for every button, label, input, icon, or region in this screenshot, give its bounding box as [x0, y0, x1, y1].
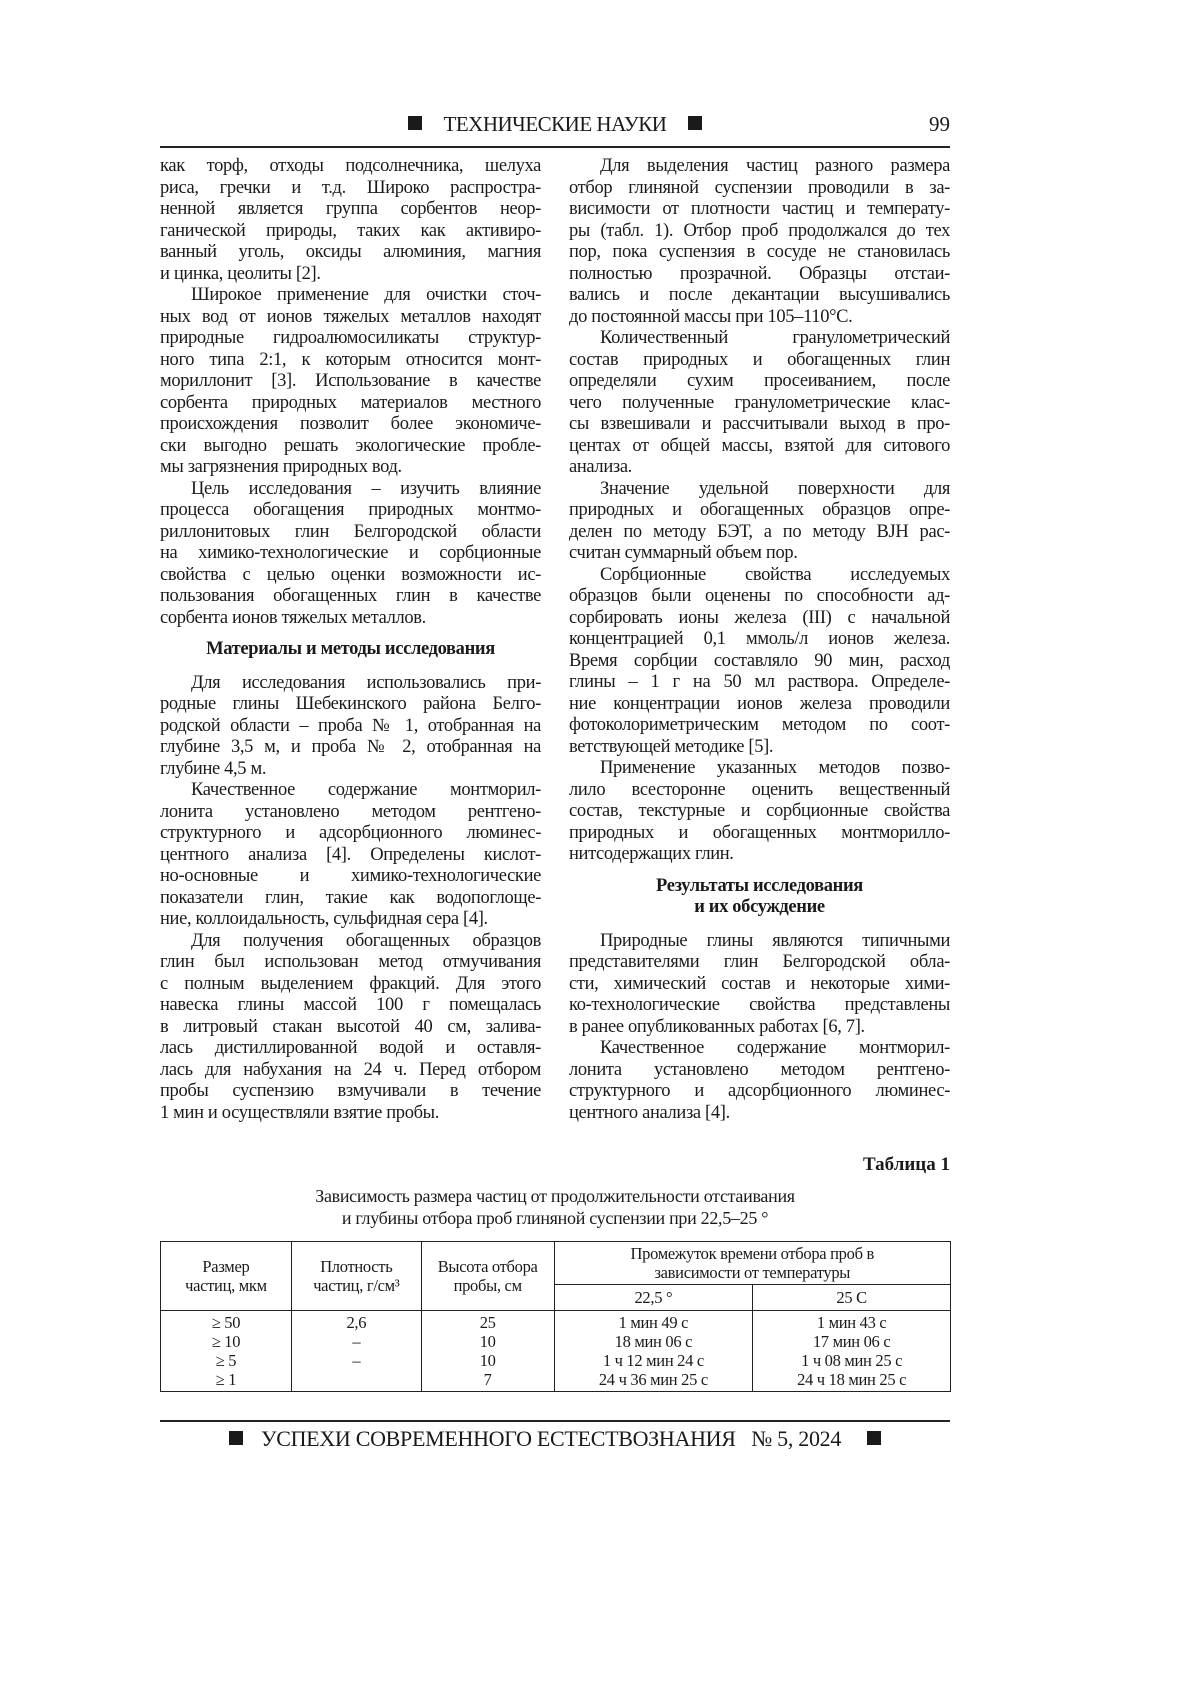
- temp1-cell: [554, 1311, 753, 1392]
- table-label: Таблица 1: [863, 1154, 950, 1176]
- text-line: глубине 4,5 м.: [160, 759, 541, 781]
- text-line: ванный уголь, оксиды алюминия, магния: [160, 242, 541, 264]
- value: ≥ 1: [161, 1370, 291, 1389]
- text-line: центах от общей массы, взятой для ситового: [569, 436, 950, 458]
- text-line: Качественное содержание монтморил-: [569, 1038, 950, 1060]
- header-temp-22-5: 22,5 °: [554, 1285, 753, 1311]
- paragraph: [569, 565, 950, 759]
- header-interval-group: Промежуток времени отбора проб в зависимости от температуры: [554, 1242, 950, 1285]
- header-rule: [160, 146, 950, 148]
- value: 1 ч 12 мин 24 с: [555, 1351, 753, 1370]
- text-line: Применение указанных методов позво-: [569, 758, 950, 780]
- text-line: пользования обогащенных глин в качестве: [160, 586, 541, 608]
- value: 2,6: [292, 1313, 421, 1332]
- text-line: анализа.: [569, 457, 950, 479]
- text-line: определяли сухим просеиванием, после: [569, 371, 950, 393]
- text-line: лонита установлено методом рентгено-: [160, 802, 541, 824]
- paragraph: [160, 780, 541, 931]
- text-line: сорбировать ионы железа (III) с начальной: [569, 608, 950, 630]
- text-line: представителями глин Белгородской обла-: [569, 952, 950, 974]
- text-line: Для выделения частиц разного размера: [569, 156, 950, 178]
- paragraph: [160, 673, 541, 781]
- running-footer: [160, 1426, 950, 1452]
- text-line: но-основные и химико-технологические: [160, 866, 541, 888]
- text-line: считан суммарный объем пор.: [569, 543, 950, 565]
- text-line: показатели глин, такие как водопоглоще-: [160, 888, 541, 910]
- value: 7: [422, 1370, 554, 1389]
- paragraph: [569, 479, 950, 565]
- value: –: [292, 1332, 421, 1351]
- caption-line: Зависимость размера частиц от продолжительности отстаивания: [160, 1185, 950, 1207]
- journal-name: УСПЕХИ СОВРЕМЕННОГО ЕСТЕСТВОЗНАНИЯ: [261, 1426, 736, 1451]
- text-line: сы взвешивали и рассчитывали выход в про-: [569, 414, 950, 436]
- text-line: с полным выделением фракций. Для этого: [160, 974, 541, 996]
- text-line: глубине 3,5 м, и проба № 2, отобранная на: [160, 737, 541, 759]
- page-number: 99: [929, 112, 950, 137]
- text-line: природных и обогащенных монтморилло-: [569, 823, 950, 845]
- left-column: [160, 156, 541, 1124]
- temp2-cell: [753, 1311, 951, 1392]
- density-cell: [291, 1311, 421, 1392]
- paragraph: [569, 931, 950, 1039]
- value: 1 ч 08 мин 25 с: [753, 1351, 950, 1370]
- paragraph: [569, 328, 950, 479]
- text-line: пробы суспензию взмучивали в течение: [160, 1081, 541, 1103]
- section-title: ТЕХНИЧЕСКИЕ НАУКИ: [444, 112, 667, 136]
- header-temp-25: 25 С: [753, 1285, 951, 1311]
- text-line: отбор глиняной суспензии проводили в за-: [569, 178, 950, 200]
- caption-line: и глубины отбора проб глиняной суспензии при 22,5–25 °: [160, 1207, 950, 1229]
- text-line: Широкое применение для очистки сточ-: [160, 285, 541, 307]
- value: 24 ч 18 мин 25 с: [753, 1370, 950, 1389]
- table-body-row: [161, 1311, 951, 1392]
- text-line: навеска глины массой 100 г помещалась: [160, 995, 541, 1017]
- square-bullet-icon: [867, 1431, 881, 1445]
- running-header: [160, 110, 950, 140]
- text-line: нитсодержащих глин.: [569, 844, 950, 866]
- paragraph: [569, 1038, 950, 1124]
- text-line: родные глины Шебекинского района Белго-: [160, 694, 541, 716]
- text-line: Для исследования использовались при-: [160, 673, 541, 695]
- text-line: и их обсуждение: [569, 897, 950, 919]
- text-line: структурного и адсорбционного люминес-: [569, 1081, 950, 1103]
- value: 10: [422, 1351, 554, 1370]
- text-line: вались и после декантации высушивались: [569, 285, 950, 307]
- text-line: Для получения обогащенных образцов: [160, 931, 541, 953]
- square-bullet-icon: [229, 1431, 243, 1445]
- square-bullet-icon: [688, 116, 702, 130]
- text-line: ветствующей методике [5].: [569, 737, 950, 759]
- text-line: лонита установлено методом рентгено-: [569, 1060, 950, 1082]
- text-line: родской области – проба № 1, отобранная на: [160, 716, 541, 738]
- text-line: ного типа 2:1, к которым относится монт-: [160, 350, 541, 372]
- table-caption: [160, 1185, 950, 1229]
- text-line: чего полученные гранулометрические клас-: [569, 393, 950, 415]
- text-line: на химико-технологические и сорбционные: [160, 543, 541, 565]
- text-line: ных вод от ионов тяжелых металлов находят: [160, 307, 541, 329]
- square-bullet-icon: [408, 116, 422, 130]
- text-line: ко-технологические свойства представлены: [569, 995, 950, 1017]
- text-line: центного анализа [4].: [569, 1103, 950, 1125]
- header-size: Размер частиц, мкм: [161, 1242, 292, 1311]
- header-height: Высота отбора пробы, см: [421, 1242, 554, 1311]
- text-line: мориллонит [3]. Использование в качестве: [160, 371, 541, 393]
- text-line: делен по методу БЭТ, а по методу BJH рас-: [569, 522, 950, 544]
- text-line: риса, гречки и т.д. Широко распростра-: [160, 178, 541, 200]
- text-line: ненной является группа сорбентов неор-: [160, 199, 541, 221]
- value: ≥ 10: [161, 1332, 291, 1351]
- text-line: ние концентрации ионов железа проводили: [569, 694, 950, 716]
- text-line: ние, коллоидальность, сульфидная сера [4].: [160, 909, 541, 931]
- text-line: природных и обогащенных образцов опре-: [569, 500, 950, 522]
- text-line: состав природных и обогащенных глин: [569, 350, 950, 372]
- text-line: структурного и адсорбционного люминес-: [160, 823, 541, 845]
- text-line: 1 мин и осуществляли взятие пробы.: [160, 1103, 541, 1125]
- text-line: природные гидроалюмосиликаты структур-: [160, 328, 541, 350]
- value: 24 ч 36 мин 25 с: [555, 1370, 753, 1389]
- section-heading: [160, 639, 541, 661]
- paragraph: [160, 156, 541, 285]
- value: ≥ 5: [161, 1351, 291, 1370]
- text-line: сорбента природных материалов местного: [160, 393, 541, 415]
- text-line: висимости от плотности частиц и температу-: [569, 199, 950, 221]
- text-line: ски выгодно решать экологические пробле-: [160, 436, 541, 458]
- text-line: сорбента ионов тяжелых металлов.: [160, 608, 541, 630]
- text-line: ры (табл. 1). Отбор проб продолжался до тех: [569, 221, 950, 243]
- text-line: концентрацией 0,1 ммоль/л ионов железа.: [569, 629, 950, 651]
- text-line: в ранее опубликованных работах [6, 7].: [569, 1017, 950, 1039]
- value: 18 мин 06 с: [555, 1332, 753, 1351]
- paragraph: [160, 479, 541, 630]
- right-column: [569, 156, 950, 1124]
- value: ≥ 50: [161, 1313, 291, 1332]
- text-line: риллонитовых глин Белгородской области: [160, 522, 541, 544]
- size-cell: [161, 1311, 292, 1392]
- text-line: в литровый стакан высотой 40 см, залива-: [160, 1017, 541, 1039]
- section-heading: [569, 876, 950, 919]
- value: 1 мин 43 с: [753, 1313, 950, 1332]
- text-line: процесса обогащения природных монтмо-: [160, 500, 541, 522]
- text-line: Время сорбции составляло 90 мин, расход: [569, 651, 950, 673]
- text-line: пор, пока суспензия в сосуде не становилась: [569, 242, 950, 264]
- text-line: центного анализа [4]. Определены кислот-: [160, 845, 541, 867]
- text-line: образцов были оценены по способности ад-: [569, 586, 950, 608]
- header-density: Плотность частиц, г/см³: [291, 1242, 421, 1311]
- text-line: лило всесторонне оценить вещественный: [569, 780, 950, 802]
- text-line: состав, текстурные и сорбционные свойства: [569, 801, 950, 823]
- text-line: Результаты исследования: [569, 876, 950, 898]
- text-line: Природные глины являются типичными: [569, 931, 950, 953]
- value: –: [292, 1351, 421, 1370]
- text-line: глины – 1 г на 50 мл раствора. Определе-: [569, 672, 950, 694]
- value: 10: [422, 1332, 554, 1351]
- text-line: Количественный гранулометрический: [569, 328, 950, 350]
- text-line: до постоянной массы при 105–110°С.: [569, 307, 950, 329]
- text-line: как торф, отходы подсолнечника, шелуха: [160, 156, 541, 178]
- text-line: и цинка, цеолиты [2].: [160, 264, 541, 286]
- paragraph: [160, 285, 541, 479]
- text-line: мы загрязнения природных вод.: [160, 457, 541, 479]
- text-line: Материалы и методы исследования: [160, 639, 541, 661]
- data-table: [160, 1241, 951, 1392]
- text-line: лась для набухания на 24 ч. Перед отбором: [160, 1060, 541, 1082]
- text-line: глин был использован метод отмучивания: [160, 952, 541, 974]
- text-line: фотоколориметрическим методом по соот-: [569, 715, 950, 737]
- text-line: ганической природы, таких как активиро-: [160, 221, 541, 243]
- text-line: Качественное содержание монтморил-: [160, 780, 541, 802]
- text-line: Значение удельной поверхности для: [569, 479, 950, 501]
- value: [292, 1370, 421, 1389]
- issue-number: № 5, 2024: [751, 1426, 841, 1451]
- paragraph: [569, 758, 950, 866]
- footer-rule: [160, 1420, 950, 1422]
- text-line: сти, химический состав и некоторые хими-: [569, 974, 950, 996]
- text-line: полностью прозрачной. Образцы отстаи-: [569, 264, 950, 286]
- section-title-wrap: [160, 112, 950, 137]
- text-line: Цель исследования – изучить влияние: [160, 479, 541, 501]
- text-line: свойства с целью оценки возможности ис-: [160, 565, 541, 587]
- value: 25: [422, 1313, 554, 1332]
- value: 1 мин 49 с: [555, 1313, 753, 1332]
- value: 17 мин 06 с: [753, 1332, 950, 1351]
- paragraph: [569, 156, 950, 328]
- text-line: лась дистиллированной водой и оставля-: [160, 1038, 541, 1060]
- text-line: Сорбционные свойства исследуемых: [569, 565, 950, 587]
- text-line: происхождения позволит более экономиче-: [160, 414, 541, 436]
- height-cell: [421, 1311, 554, 1392]
- paragraph: [160, 931, 541, 1125]
